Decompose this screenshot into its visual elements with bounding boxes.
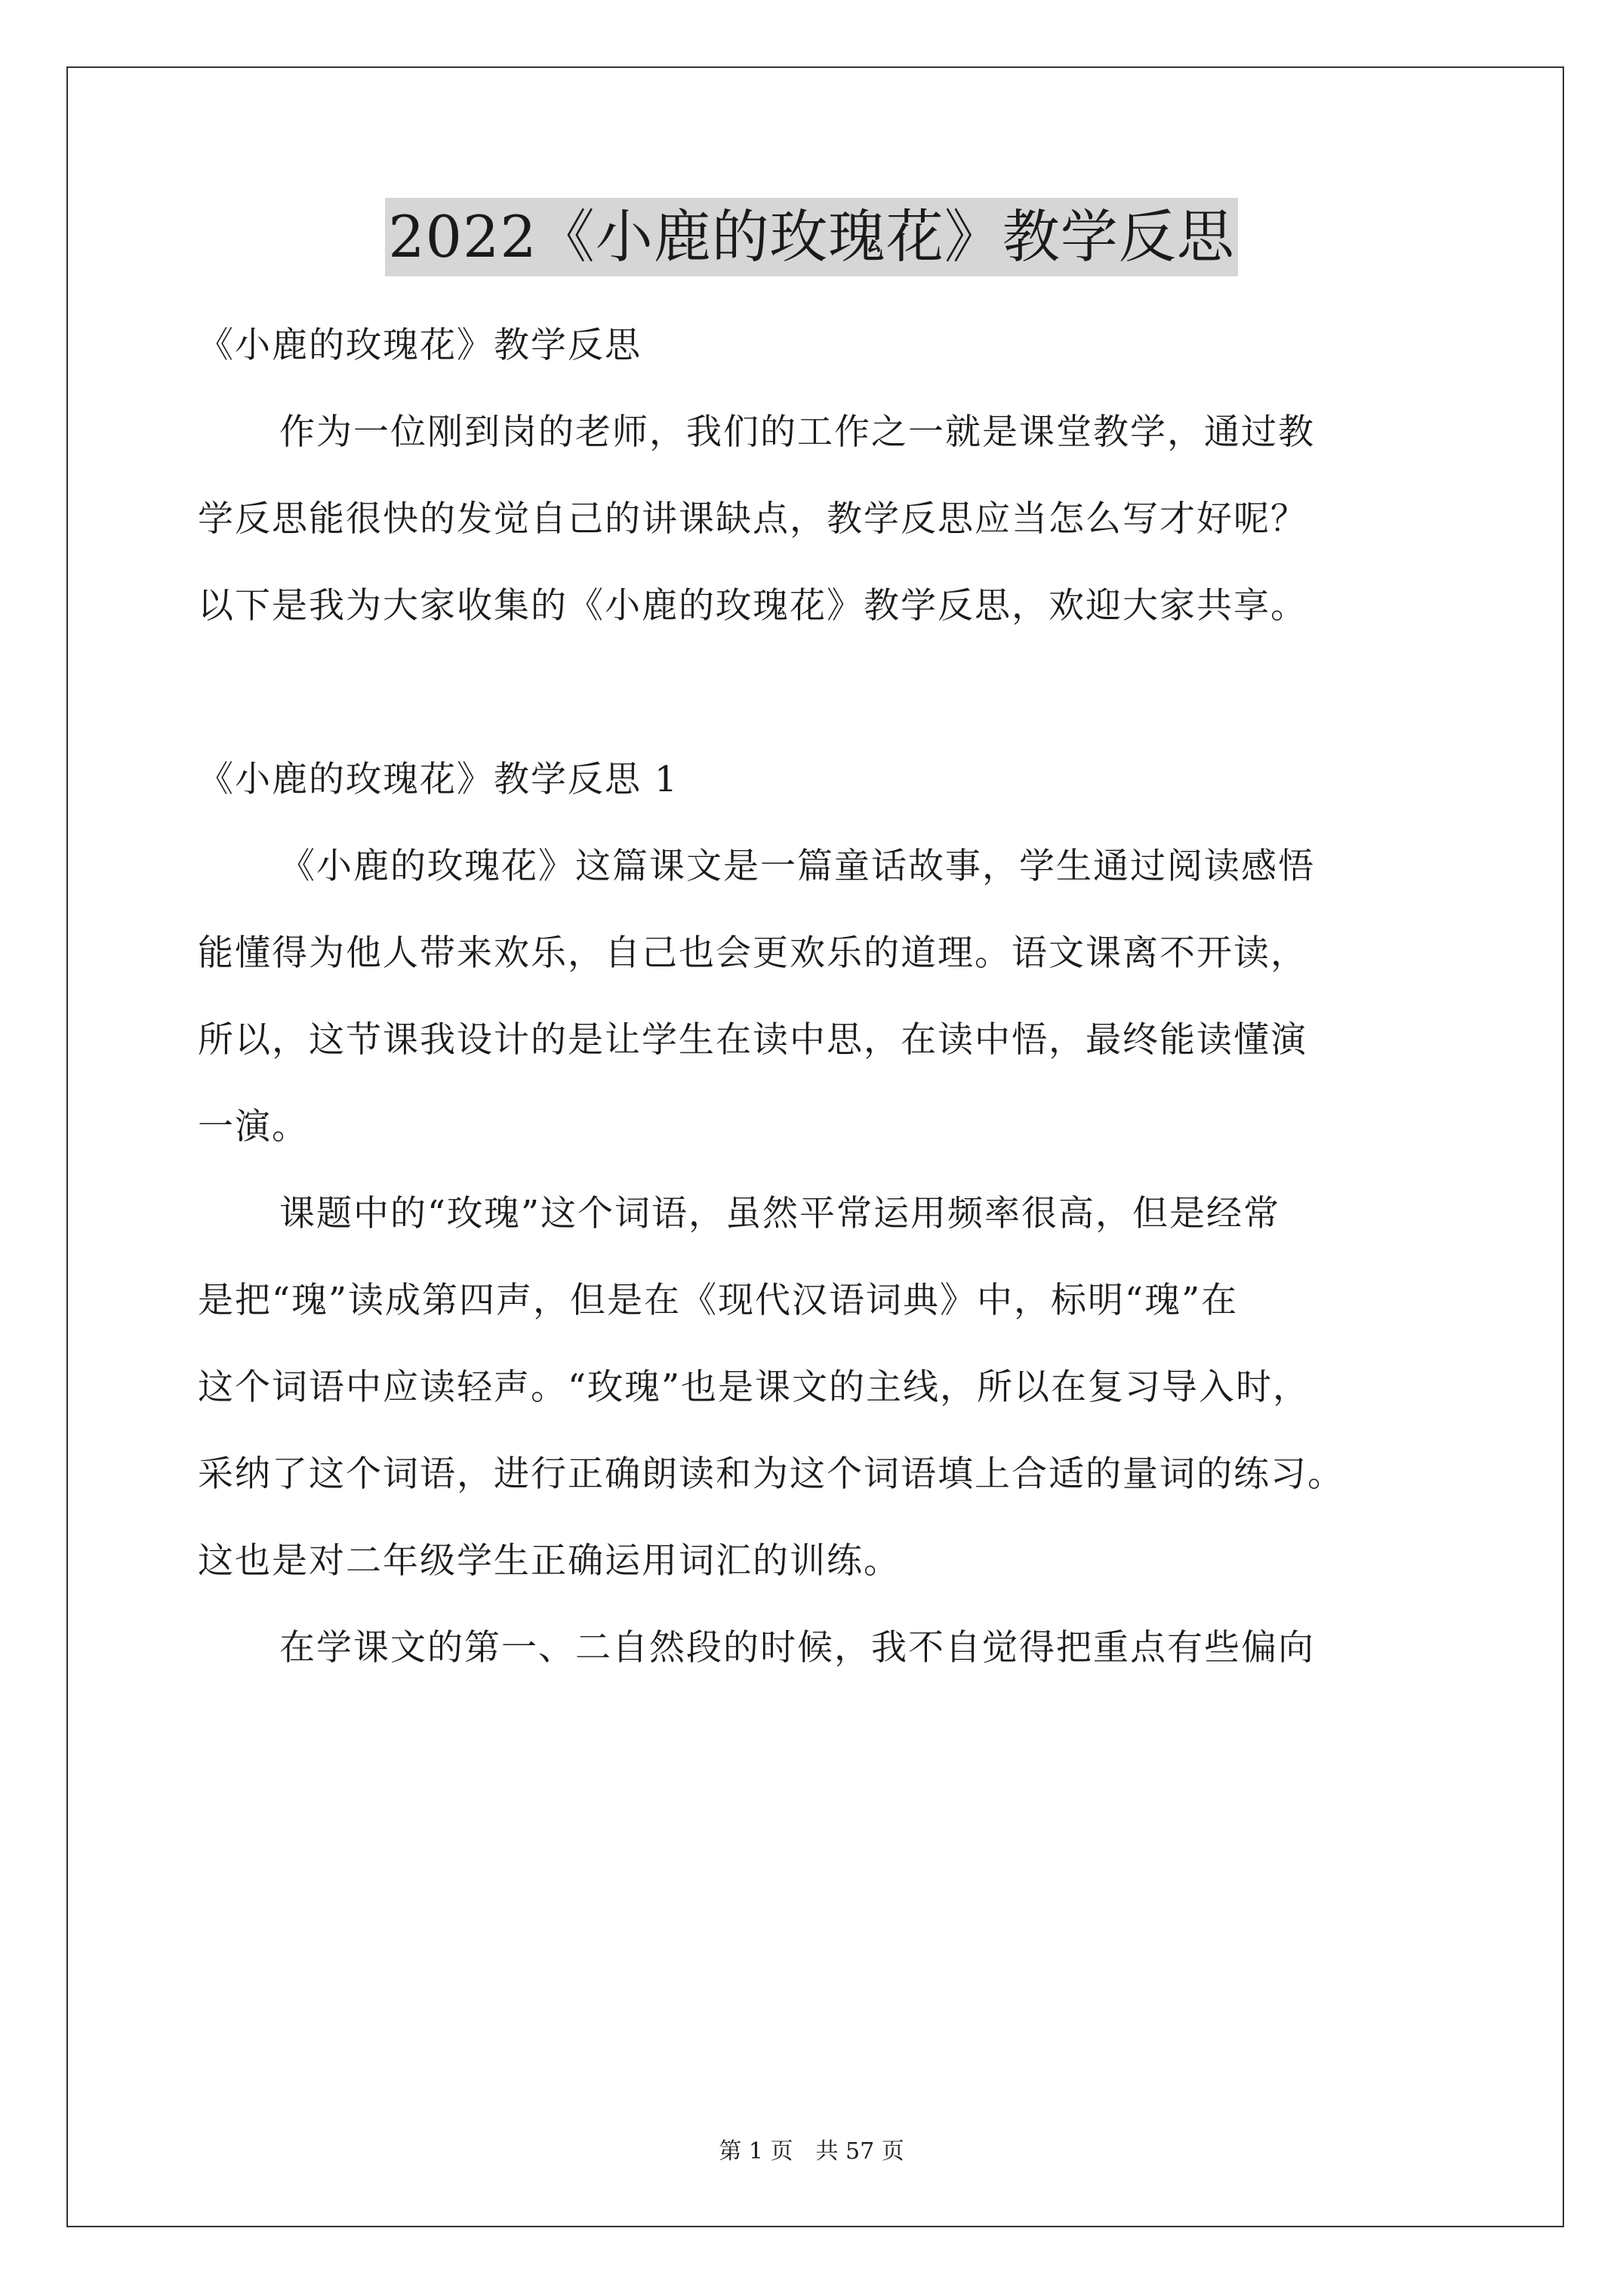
text-line: 是把“瑰”读成第四声，但是在《现代汉语词典》中，标明“瑰”在: [198, 1280, 1239, 1321]
text-line: 以下是我为大家收集的《小鹿的玫瑰花》教学反思，欢迎大家共享。: [198, 585, 1307, 627]
page-footer: 第 1 页 共 57 页: [719, 2138, 904, 2165]
text-line: 《小鹿的玫瑰花》这篇课文是一篇童话故事，学生通过阅读感悟: [279, 846, 1315, 887]
text-line: 所以，这节课我设计的是让学生在读中思，在读中悟，最终能读懂演: [198, 1019, 1307, 1061]
text-line: 《小鹿的玫瑰花》教学反思: [198, 325, 642, 366]
text-line: 这也是对二年级学生正确运用词汇的训练。: [198, 1540, 901, 1582]
text-line: 一演。: [198, 1106, 309, 1148]
document-body: [198, 302, 1451, 1691]
text-line: 《小鹿的玫瑰花》教学反思 1: [198, 759, 679, 800]
text-line: 采纳了这个词语，进行正确朗读和为这个词语填上合适的量词的练习。: [198, 1453, 1344, 1495]
text-line: 在学课文的第一、二自然段的时候，我不自觉得把重点有些偏向: [279, 1627, 1315, 1669]
title-container: [0, 198, 1623, 276]
paragraph-gap: [198, 649, 1451, 736]
text-line: 课题中的“玫瑰”这个词语，虽然平常运用频率很高，但是经常: [279, 1193, 1281, 1234]
text-line: 这个词语中应读轻声。“玫瑰”也是课文的主线，所以在复习导入时，: [198, 1367, 1310, 1408]
text-line: 能懂得为他人带来欢乐，自己也会更欢乐的道理。语文课离不开读，: [198, 932, 1307, 974]
text-line: 学反思能很快的发觉自己的讲课缺点，教学反思应当怎么写才好呢？: [198, 498, 1307, 540]
document-title: 2022《小鹿的玫瑰花》教学反思: [385, 198, 1237, 276]
text-line: 作为一位刚到岗的老师，我们的工作之一就是课堂教学，通过教: [279, 411, 1315, 453]
